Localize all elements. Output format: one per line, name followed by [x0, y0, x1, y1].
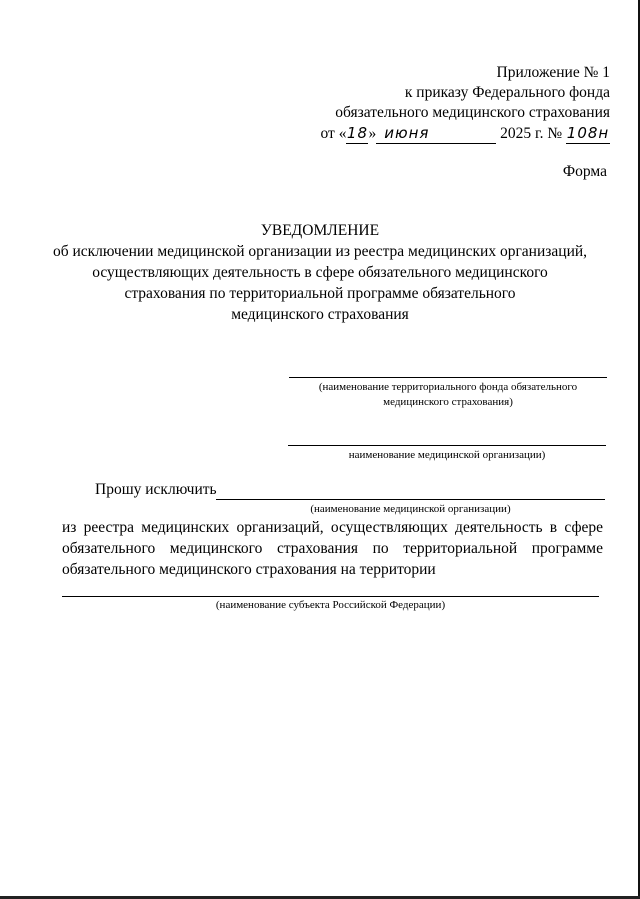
title-line-1: об исключении медицинской организации из реестра медицинских организаций,	[52, 243, 588, 260]
request-org-caption: (наименование медицинской организации)	[310, 503, 511, 515]
title-line-4: медицинского страхования	[231, 306, 409, 323]
subject-name-line	[62, 596, 599, 597]
request-label: Прошу исключить	[95, 481, 217, 498]
date-prefix: от «	[320, 125, 347, 142]
org-name-line	[288, 445, 606, 446]
title-line-2: осуществляющих деятельность в сфере обязательного медицинского	[92, 264, 548, 281]
request-org-line	[216, 499, 605, 500]
handwritten-month: июня	[376, 123, 496, 144]
document-title	[0, 220, 640, 325]
appendix-block	[321, 63, 610, 144]
fund-name-caption	[289, 380, 607, 410]
form-label: Форма	[562, 163, 607, 180]
subject-name-caption: (наименование субъекта Российской Федерации)	[215, 599, 446, 611]
year-and-number-label: 2025 г. №	[500, 125, 563, 142]
fund-caption-line-1: (наименование территориального фонда обязательного	[318, 381, 578, 393]
appendix-number: Приложение № 1	[496, 64, 610, 81]
handwritten-order-number: 108н	[566, 124, 610, 142]
fund-name-line	[289, 377, 607, 378]
title-line-3: страхования по территориальной программе обязательного	[124, 285, 516, 302]
date-close-quote: »	[368, 125, 377, 142]
body-paragraph: из реестра медицинских организаций, осуществляющих деятельность в сфере обязательного медицинского страхования по территориальной программе обязательного медицинского страхования на территории	[62, 519, 603, 578]
handwritten-day: 18	[346, 124, 369, 142]
title-heading: УВЕДОМЛЕНИЕ	[260, 222, 380, 239]
appendix-order-ref: к приказу Федерального фонда	[404, 84, 610, 101]
appendix-fund-name: обязательного медицинского страхования	[335, 104, 610, 121]
org-name-caption: наименование медицинской организации)	[348, 449, 546, 461]
appendix-date-line	[321, 123, 610, 144]
fund-caption-line-2: медицинского страхования)	[383, 396, 513, 408]
